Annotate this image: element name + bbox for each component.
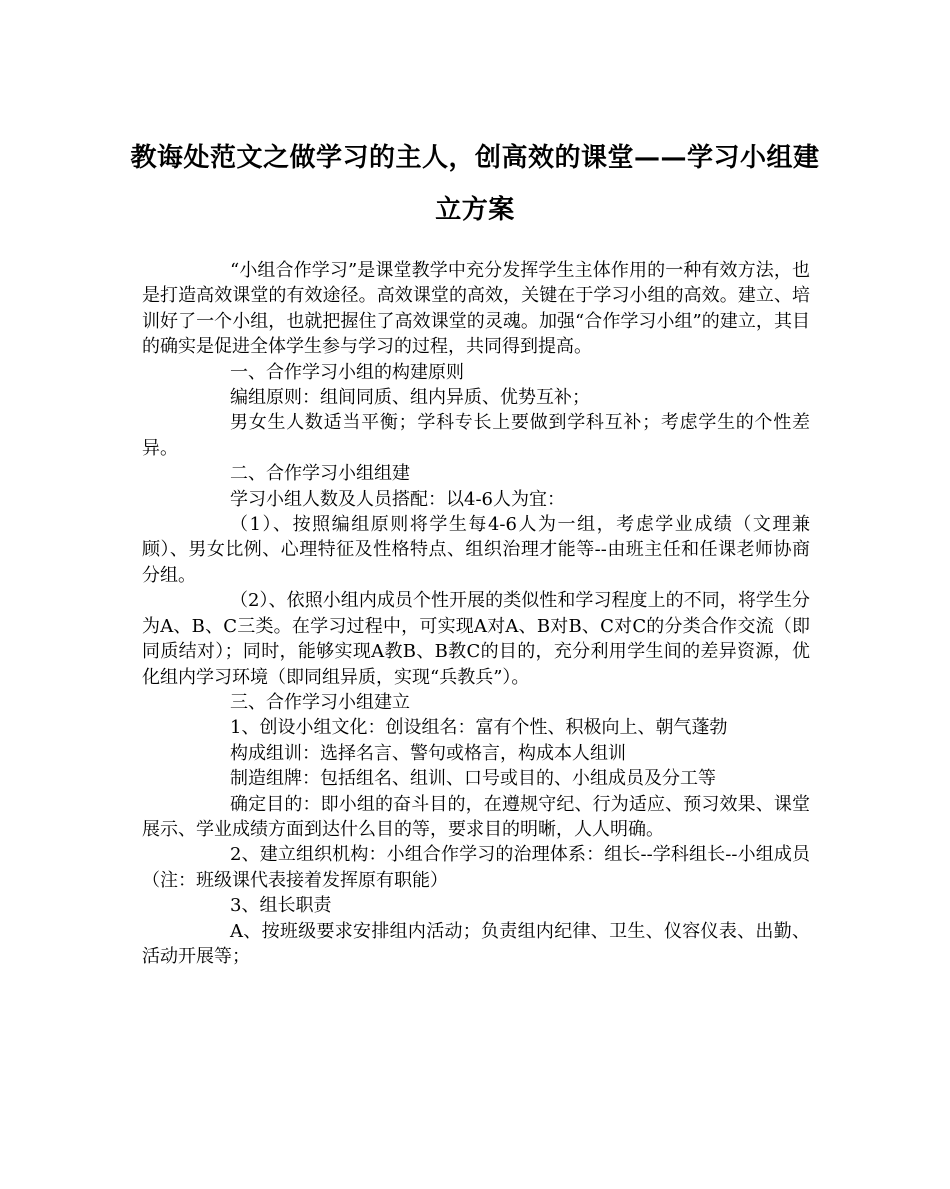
paragraph: 2、建立组织机构：小组合作学习的治理体系：组长--学科组长--小组成员（注：班级课代表接着发挥原有职能） [142, 844, 810, 891]
paragraph: 构成组训：选择名言、警句或格言，构成本人组训 [230, 742, 626, 764]
document-title: 教诲处范文之做学习的主人，创高效的课堂——学习小组建立方案 [130, 143, 820, 225]
paragraph: 1、创设小组文化：创设组名：富有个性、积极向上、朝气蓬勃 [230, 717, 728, 739]
paragraph: 制造组牌：包括组名、组训、口号或目的、小组成员及分工等 [230, 768, 716, 790]
paragraph: 3、组长职责 [230, 895, 332, 917]
paragraph: 确定目的：即小组的奋斗目的，在遵规守纪、行为适应、预习效果、课堂展示、学业成绩方面到达什么目的等，要求目的明晰，人人明确。 [142, 793, 810, 840]
paragraph: 学习小组人数及人员搭配：以4-6人为宜： [230, 488, 565, 510]
section-heading-3: 三、合作学习小组建立 [230, 691, 410, 713]
paragraph: （1）、按照编组原则将学生每4-6人为一组，考虑学业成绩（文理兼顾）、男女比例、心理特征及性格特点、组织治理才能等--由班主任和任课老师协商分组。 [142, 514, 810, 586]
paragraph: （2）、依照小组内成员个性开展的类似性和学习程度上的不同，将学生分为A、B、C三类。在学习过程中，可实现A对A、B对B、C对C的分类合作交流（即同质结对）；同时，能够实现A教B、B教C的目的，充分利用学生间的差异资源，优化组内学习环境（即同组异质，实现“兵教兵”）。 [142, 590, 810, 688]
paragraph: 男女生人数适当平衡；学科专长上要做到学科互补；考虑学生的个性差异。 [142, 412, 810, 459]
paragraph: A、按班级要求安排组内活动；负责组内纪律、卫生、仪容仪表、出勤、活动开展等； [142, 920, 810, 967]
document-body [142, 258, 810, 969]
section-heading-1: 一、合作学习小组的构建原则 [230, 361, 464, 383]
section-heading-2: 二、合作学习小组组建 [230, 463, 410, 485]
paragraph-intro: “小组合作学习”是课堂教学中充分发挥学生主体作用的一种有效方法，也是打造高效课堂的有效途径。高效课堂的高效，关键在于学习小组的高效。建立、培训好了一个小组，也就把握住了高效课堂的灵魂。加强“合作学习小组”的建立，其目的确实是促进全体学生参与学习的过程，共同得到提高。 [142, 260, 810, 358]
paragraph: 编组原则：组间同质、组内异质、优势互补； [230, 387, 590, 409]
